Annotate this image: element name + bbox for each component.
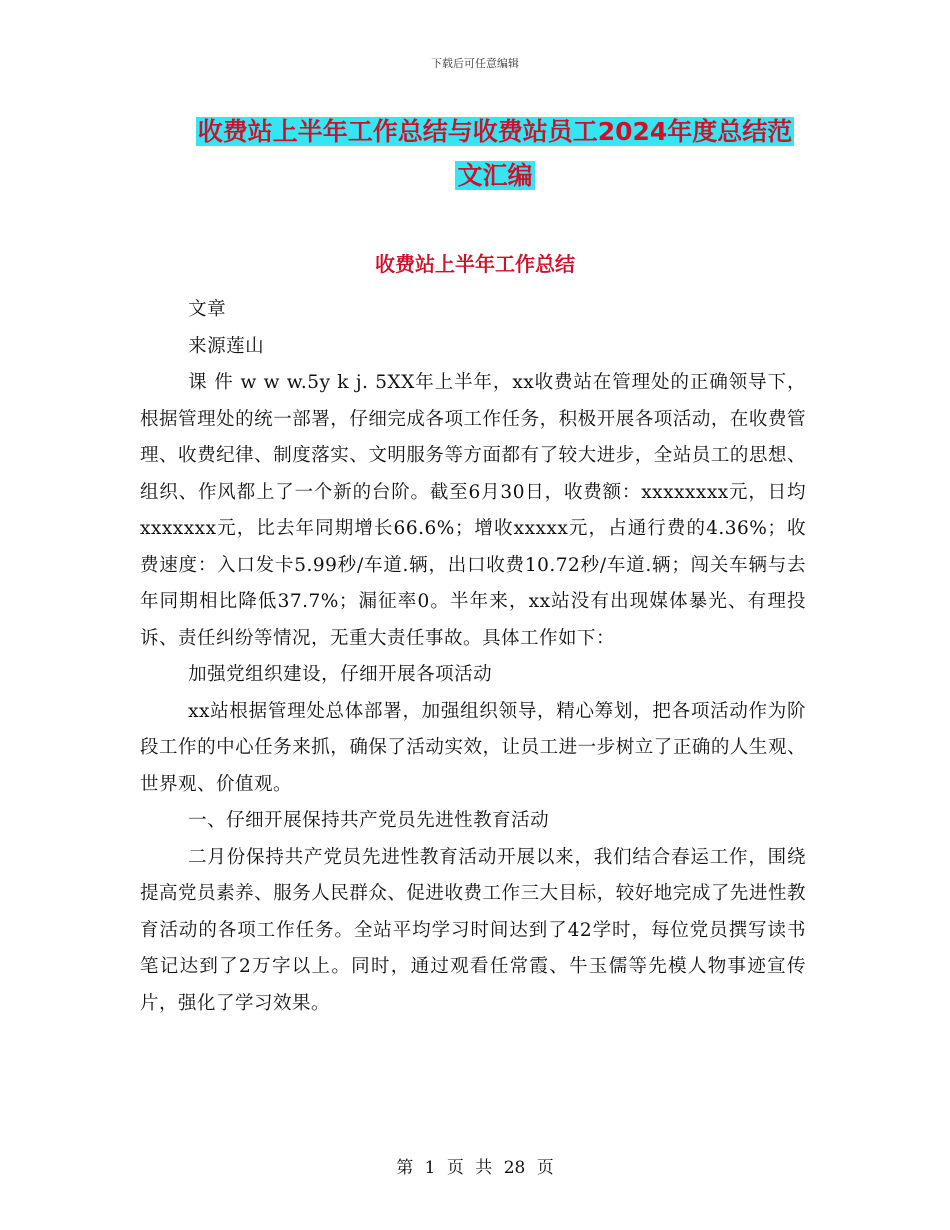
header-note: 下载后可任意编辑 (431, 57, 519, 70)
paragraph: 来源莲山 (188, 335, 265, 357)
document-body (140, 292, 806, 1022)
document-title-line1: 收费站上半年工作总结与收费站员工2024年度总结范 (197, 117, 793, 146)
paragraph: 文章 (188, 299, 227, 320)
paragraph: 一、仔细开展保持共产党员先进性教育活动 (188, 810, 550, 831)
paragraph: 课 件 w w w.5y k j. 5XX年上半年，xx收费站在管理处的正确领导下，根据管理处的统一部署，仔细完成各项工作任务，积极开展各项活动，在收费管理、收费纪律、制度落实、文明服务等方面都有了较大进步，全站员工的思想、组织、作风都上了一个新的台阶。截至6月30日，收费额：xxxxxxxx元，日均xxxxxxx元，比去年同期增长66.6%；增收xxxxx元，占通行费的4.36%；收费速度：入口发卡5.99秒/车道.辆，出口收费10.72秒/车道.辆；闯关车辆与去年同期相比降低37.7%；漏征率0。半年来，xx站没有出现媒体暴光、有理投诉、责任纠纷等情况，无重大责任事故。具体工作如下： (140, 372, 806, 649)
document-title-line2: 文汇编 (457, 161, 533, 190)
page-footer: 第 1 页 共 28 页 (396, 1158, 554, 1178)
paragraph: xx站根据管理处总体部署，加强组织领导，精心筹划，把各项活动作为阶段工作的中心任务来抓，确保了活动实效，让员工进一步树立了正确的人生观、世界观、价值观。 (140, 700, 806, 795)
document-title (140, 110, 850, 198)
paragraph: 二月份保持共产党员先进性教育活动开展以来，我们结合春运工作，围绕提高党员素养、服务人民群众、促进收费工作三大目标，较好地完成了先进性教育活动的各项工作任务。全站平均学习时间达到了42学时，每位党员撰写读书笔记达到了2万字以上。同时，通过观看任常霞、牛玉儒等先模人物事迹宣传片，强化了学习效果。 (140, 846, 806, 1014)
section-title: 收费站上半年工作总结 (375, 252, 575, 276)
paragraph: 加强党组织建设，仔细开展各项活动 (188, 664, 493, 685)
